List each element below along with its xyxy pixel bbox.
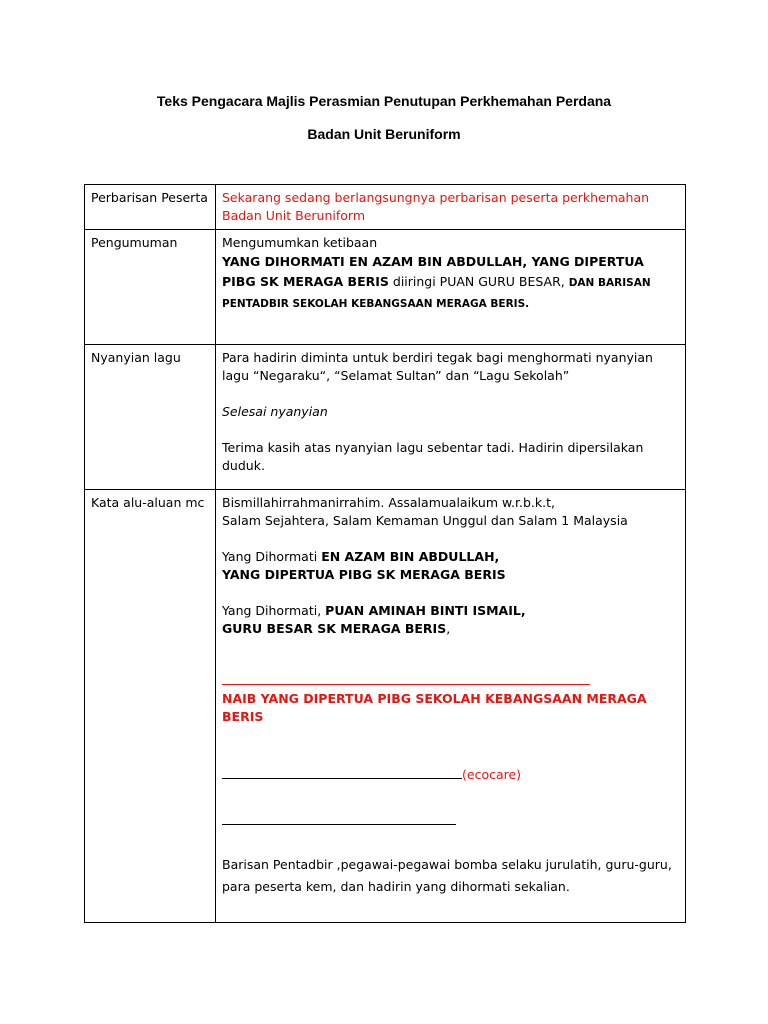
parade-text: Sekarang sedang berlangsungnya perbarisan peserta perkhemahan Badan Unit Beruniform (222, 190, 650, 223)
honoured-2 (222, 602, 679, 620)
admin-text: DAN BARISAN PENTADBIR SEKOLAH KEBANGSAAN MERAGA BERIS. (222, 277, 651, 310)
table-row (85, 490, 686, 923)
row-label: Pengumuman (85, 230, 216, 345)
honoured-title-suffix: , (446, 621, 451, 636)
vice-president-title: NAIB YANG DIPERTUA PIBG SEKOLAH KEBANGSAAN MERAGA BERIS (222, 691, 647, 724)
row-content (216, 490, 686, 923)
blank-line-red (222, 670, 679, 690)
table-row (85, 185, 686, 230)
honoured-title-text: GURU BESAR SK MERAGA BERIS (222, 621, 447, 636)
table-row (85, 230, 686, 345)
escort-text: diiringi PUAN GURU BESAR, (388, 274, 569, 289)
anthem-end: Selesai nyanyian (222, 404, 328, 419)
row-label: Nyanyian lagu (85, 345, 216, 490)
announce-line: Mengumumkan ketibaan (222, 235, 378, 250)
honoured-name: PUAN AMINAH BINTI ISMAIL, (325, 603, 526, 618)
honoured-1-title: YANG DIPERTUA PIBG SK MERAGA BERIS (222, 567, 506, 582)
row-content (216, 230, 686, 345)
honoured-1 (222, 548, 679, 566)
row-content (216, 345, 686, 490)
honoured-prefix: Yang Dihormati, (222, 603, 326, 618)
honoured-2-title (222, 620, 679, 638)
blank-line (222, 810, 679, 830)
ecocare-line (222, 764, 679, 784)
document-title: Teks Pengacara Majlis Perasmian Penutupan Perkhemahan Perdana (156, 93, 612, 109)
table-row (85, 345, 686, 490)
program-table (84, 184, 686, 923)
honoured-name: EN AZAM BIN ABDULLAH, (321, 549, 500, 564)
row-label: Kata alu-aluan mc (85, 490, 216, 923)
greeting-1: Bismillahirrahmanirrahim. Assalamualaikum w.r.b.k.t, (222, 495, 555, 510)
announce-paragraph (222, 252, 679, 314)
closing-greeting: Barisan Pentadbir ,pegawai-pegawai bomba selaku jurulatih, guru-guru, para peserta kem, dan hadirin yang dihormati sekalian. (222, 857, 672, 894)
thanks-text: Terima kasih atas nyanyian lagu sebentar tadi. Hadirin dipersilakan duduk. (222, 440, 644, 473)
anthem-instruction: Para hadirin diminta untuk berdiri tegak bagi menghormati nyanyian lagu “Negaraku“, “Selamat Sultan” dan “Lagu Sekolah” (222, 350, 653, 383)
fill-in-blank (222, 670, 590, 685)
honoured-prefix: Yang Dihormati (222, 549, 322, 564)
greeting-2: Salam Sejahtera, Salam Kemaman Unggul dan Salam 1 Malaysia (222, 513, 628, 528)
row-label: Perbarisan Peserta (85, 185, 216, 230)
guest-name: YANG DIHORMATI EN AZAM BIN ABDULLAH, YANG DIPERTUA PIBG SK MERAGA BERIS (222, 254, 644, 289)
fill-in-blank (222, 764, 462, 779)
document-subtitle: Badan Unit Beruniform (307, 126, 461, 142)
ecocare-label: (ecocare) (462, 767, 522, 782)
fill-in-blank (222, 810, 456, 825)
row-content (216, 185, 686, 230)
